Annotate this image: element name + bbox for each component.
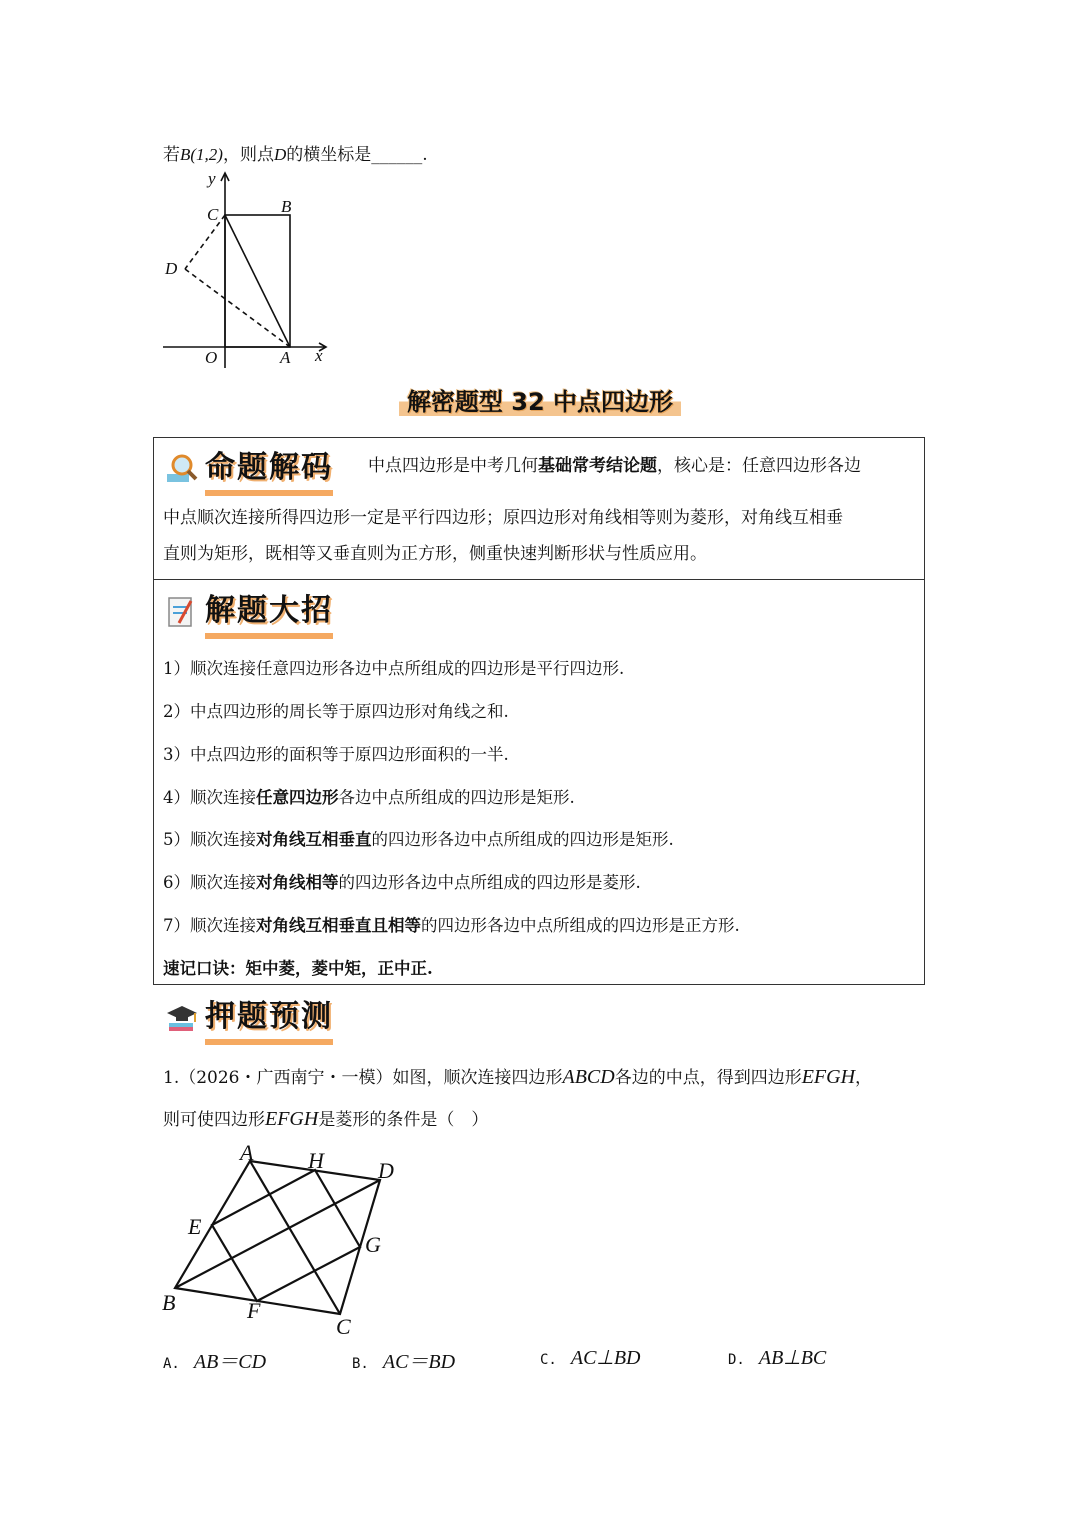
label-a: A	[280, 348, 291, 367]
label-b: B	[162, 1290, 176, 1315]
quadrilateral-figure	[160, 1140, 420, 1335]
intro-post: 的横坐标是______.	[286, 145, 428, 165]
label-e: E	[188, 1214, 202, 1239]
diagonal-ca	[225, 215, 290, 347]
rule-1: 1）顺次连接任意四边形各边中点所组成的四边形是平行四边形.	[163, 659, 625, 678]
proposition-line-3: 直则为矩形，既相等又垂直则为正方形，侧重快速判断形状与性质应用。	[163, 544, 707, 564]
banner-prediction: 押题预测	[165, 991, 333, 1045]
section-title: 解密题型 32 中点四边形	[0, 378, 1080, 421]
intro-mid: ，则点	[222, 145, 274, 165]
label-y: y	[208, 169, 216, 188]
intro-question-line	[163, 140, 428, 165]
label-c: C	[207, 205, 219, 224]
rule-4: 4）顺次连接任意四边形各边中点所组成的四边形是矩形.	[163, 788, 575, 807]
intro-coords: (1,2)	[190, 145, 223, 164]
option-b[interactable]: B. AC＝BD	[352, 1351, 456, 1373]
mnemonic: 速记口诀：矩中菱，菱中矩，正中正.	[163, 959, 433, 978]
label-d: D	[378, 1158, 394, 1183]
intro-pre: 若	[163, 145, 180, 165]
label-a: A	[240, 1140, 254, 1165]
banner-proposition: 命题解码	[165, 442, 333, 496]
rule-3: 3）中点四边形的面积等于原四边形面积的一半.	[163, 745, 509, 764]
option-d[interactable]: D. AB⊥BC	[728, 1347, 827, 1369]
label-f: F	[247, 1298, 261, 1323]
intro-point-d: D	[273, 145, 287, 164]
magnifier-icon	[165, 452, 199, 486]
fold-line-da	[185, 269, 290, 347]
banner-tricks: 解题大招	[165, 585, 333, 639]
graduation-cap-icon	[165, 1001, 199, 1035]
test-paper-icon	[165, 595, 199, 629]
label-d: D	[165, 259, 178, 278]
label-b: B	[281, 197, 292, 216]
intro-point-b: B	[180, 145, 191, 164]
label-c: C	[336, 1314, 351, 1335]
question-line-2: 则可使四边形EFGH是菱形的条件是（ ）	[163, 1108, 489, 1130]
diagonal-ac	[250, 1161, 340, 1314]
label-h: H	[308, 1148, 324, 1173]
proposition-line-2: 中点顺次连接所得四边形一定是平行四边形；原四边形对角线相等则为菱形，对角线互相垂	[163, 508, 843, 528]
question-line-1: 1.（2026・广西南宁・一模）如图，顺次连接四边形ABCD各边的中点，得到四边形EFGH，	[163, 1066, 873, 1088]
rule-7: 7）顺次连接对角线互相垂直且相等的四边形各边中点所组成的四边形是正方形.	[163, 916, 740, 935]
rule-2: 2）中点四边形的周长等于原四边形对角线之和.	[163, 702, 509, 721]
coordinate-figure	[155, 168, 345, 373]
option-a[interactable]: A. AB＝CD	[163, 1351, 267, 1373]
rule-5: 5）顺次连接对角线互相垂直的四边形各边中点所组成的四边形是矩形.	[163, 830, 674, 849]
label-g: G	[365, 1232, 381, 1257]
rule-6: 6）顺次连接对角线相等的四边形各边中点所组成的四边形是菱形.	[163, 873, 641, 892]
label-o: O	[205, 348, 218, 367]
label-x: x	[315, 346, 323, 365]
proposition-line-1: 中点四边形是中考几何基础常考结论题，核心是：任意四边形各边	[368, 456, 861, 476]
fold-line-cd	[185, 215, 225, 269]
option-c[interactable]: C. AC⊥BD	[540, 1347, 641, 1369]
